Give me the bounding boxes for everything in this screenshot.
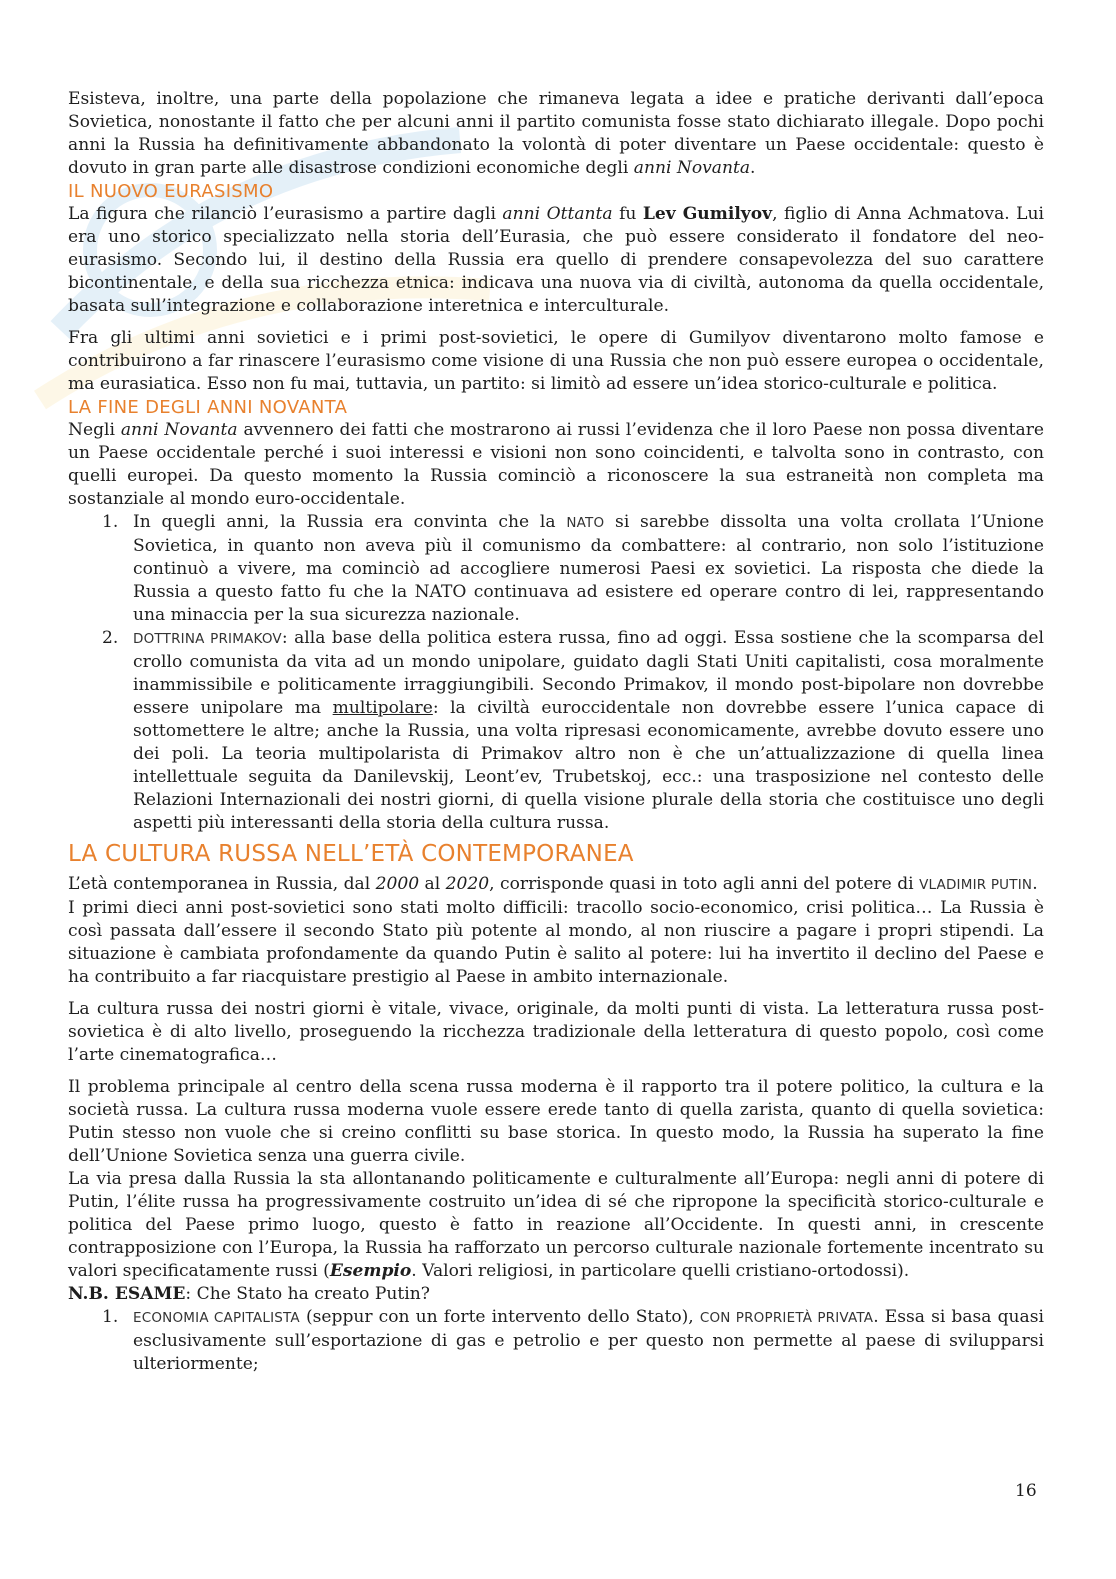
- paragraph-gumilyov: La figura che rilanciò l’eurasismo a partire dagli anni Ottanta fu Lev Gumilyov, figlio di Anna Achmatova. Lui era uno storico specializzato nella storia dell’Eurasia, che può essere considerato il fondatore del neo-eurasismo. Secondo lui, il destino della Russia era quello di prendere consapevolezza del suo carattere bicontinentale, e della sua ricchezza etnica: indicava una nuova via di civiltà, autonoma da quella occidentale, basata sull’integrazione e collaborazione interetnica e interculturale.: [68, 204, 1045, 316]
- paragraph-anni-novanta: Negli anni Novanta avvennero dei fatti che mostrarono ai russi l’evidenza che il loro Paese non possa diventare un Paese occidentale perché i suoi interessi e visioni non sono coincidenti, e talvolta sono in contrasto, con quelli europei. Da questo momento la Russia cominciò a riconoscere la sua estraneità non completa ma sostanziale al mondo euro-occidentale.: [68, 420, 1044, 509]
- list-item: 1. ECONOMIA CAPITALISTA (seppur con un forte intervento dello Stato), CON PROPRIETÀ PRIVATA. Essa si basa quasi esclusivamente sull’esportazione di gas e petrolio e per questo non permette al paese di svilupparsi ulteriormente;: [102, 1307, 1044, 1374]
- paragraph-intro: Esisteva, inoltre, una parte della popolazione che rimaneva legata a idee e pratiche derivanti dall’epoca Sovietica, nonostante il fatto che per alcuni anni il partito comunista fosse stato dichiarato illegale. Dopo pochi anni la Russia ha definitivamente abbandonato la volontà di poter diventare un Paese occidentale: questo è dovuto in gran parte alle disastrose condizioni economiche degli anni Novanta.: [68, 89, 1044, 178]
- heading-fine-anni-novanta: LA FINE DEGLI ANNI NOVANTA: [68, 397, 348, 418]
- heading-nuovo-eurasismo: IL NUOVO EURASISMO: [68, 181, 274, 202]
- paragraph-eurasismo-rinascita: Fra gli ultimi anni sovietici e i primi post-sovietici, le opere di Gumilyov diventarono molto famose e contribuirono a far rinascere l’eurasismo come visione di una Russia che non può essere europea o occidentale, ma eurasiatica. Esso non fu mai, tuttavia, un partito: si limitò ad essere un’idea storico-culturale e politica.: [68, 328, 1044, 394]
- paragraph-problema-principale: Il problema principale al centro della scena russa moderna è il rapporto tra il potere politico, la cultura e la società russa. La cultura russa moderna vuole essere erede tanto di quella zarista, quanto di quella sovietica: Putin stesso non vuole che si creino conflitti su base storica. In questo modo, la Russia ha superato la fine dell’Unione Sovietica senza una guerra civile.: [68, 1077, 1044, 1166]
- paragraph-cultura-vitale: La cultura russa dei nostri giorni è vitale, vivace, originale, da molti punti di vista. La letteratura russa post-sovietica è di alto livello, proseguendo la ricchezza tradizionale della letteratura di questo popolo, così come l’arte cinematografica…: [68, 999, 1044, 1065]
- paragraph-eta-contemporanea: L’età contemporanea in Russia, dal 2000 al 2020, corrisponde quasi in toto agli anni del potere di VLADIMIR PUTIN.: [68, 874, 1038, 894]
- list-stato-putin: [68, 1306, 1044, 1376]
- page-content: [68, 88, 1044, 1376]
- list-fatti-anni-novanta: [68, 511, 1044, 835]
- paragraph-via-russia: La via presa dalla Russia la sta allontanando politicamente e culturalmente all’Europa: negli anni di potere di Putin, l’élite russa ha progressivamente costruito un’idea di sé che ripropone la specificità storico-culturale e politica del Paese primo luogo, questo è fatto in reazione all’Occidente. In questi anni, in crescente contrapposizione con l’Europa, la Russia ha rafforzato un percorso culturale nazionale fortemente incentrato su valori specificatamente russi (Esempio. Valori religiosi, in particolare quelli cristiano-ortodossi).: [68, 1169, 1044, 1281]
- list-item: 1. In quegli anni, la Russia era convinta che la NATO si sarebbe dissolta una volta crollata l’Unione Sovietica, in quanto non aveva più il comunismo da combattere: al contrario, non solo l’istituzione continuò a vivere, ma cominciò ad accogliere numerosi Paesi ex sovietici. La risposta che diede la Russia a questo fatto fu che la NATO continuava ad esistere ed operare contro di lei, rappresentando una minaccia per la sua sicurezza nazionale.: [102, 512, 1044, 625]
- paragraph-nb-esame: N.B. ESAME: Che Stato ha creato Putin?: [68, 1284, 430, 1304]
- paragraph-primi-anni-post-sovietici: I primi dieci anni post-sovietici sono stati molto difficili: tracollo socio-economico, crisi politica… La Russia è così passata dall’essere il secondo Stato più potente al mondo, al non riuscire a pagare i propri stipendi. La situazione è cambiata profondamente da quando Putin è salito al potere: lui ha invertito il declino del Paese e ha contribuito a far riacquistare prestigio al Paese in ambito internazionale.: [68, 898, 1044, 987]
- page-number: 16: [1015, 1481, 1037, 1501]
- heading-cultura-russa-contemporanea: LA CULTURA RUSSA NELL’ETÀ CONTEMPORANEA: [68, 841, 634, 867]
- list-item: 2. DOTTRINA PRIMAKOV: alla base della politica estera russa, fino ad oggi. Essa sostiene che la scomparsa del crollo comunista da vita ad un mondo unipolare, guidato dagli Stati Uniti capitalisti, cosa moralmente inammissibile e politicamente irraggiungibili. Secondo Primakov, il mondo post-bipolare non dovrebbe essere unipolare ma multipolare: la civiltà euroccidentale non dovrebbe essere l’unica capace di sottomettere le altre; anche la Russia, una volta ripresasi economicamente, avrebbe dovuto essere uno dei poli. La teoria multipolarista di Primakov altro non è che un’attualizzazione di quella linea intellettuale seguita da Danilevskij, Leont’ev, Trubetskoj, ecc.: una trasposizione nel contesto delle Relazioni Internazionali dei nostri giorni, di quella visione plurale della storia che costituisce uno degli aspetti più interessanti della storia della cultura russa.: [102, 628, 1045, 833]
